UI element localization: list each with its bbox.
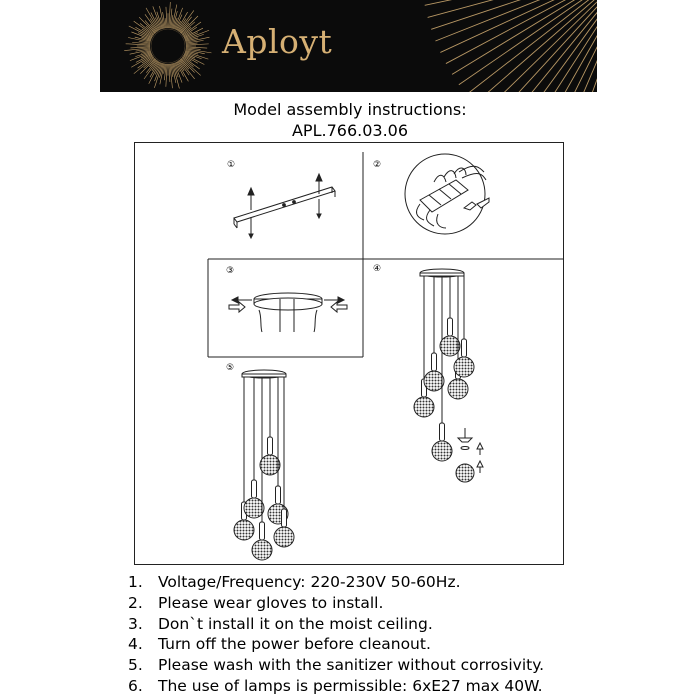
model-number: APL.766.03.06 xyxy=(291,121,409,140)
lamp-holder xyxy=(282,509,287,527)
lamp-holder xyxy=(260,522,265,540)
bulb-install-detail xyxy=(456,428,483,482)
lamp-holder xyxy=(432,353,437,371)
diagram-frame xyxy=(135,143,564,565)
glass-bulb xyxy=(274,527,294,547)
lamp-holder xyxy=(252,480,257,498)
step-number-5: ⑤ xyxy=(226,363,235,373)
lamp-holder xyxy=(462,339,467,357)
instruction-item: 1. Voltage/Frequency: 220-230V 50-60Hz. xyxy=(128,573,461,591)
lamp-holder xyxy=(440,423,445,441)
instruction-item: 3. Don`t install it on the moist ceiling. xyxy=(128,614,433,633)
mounting-bar-illustration xyxy=(234,174,335,238)
page-title: Model assembly instructions: xyxy=(233,100,467,119)
glass-bulb xyxy=(252,540,272,560)
instruction-item: 4. Turn off the power before cleanout. xyxy=(128,635,431,654)
step-number-4: ④ xyxy=(373,264,382,274)
sunburst-icon xyxy=(100,0,597,92)
glass-bulb xyxy=(432,441,452,461)
lamp-illustration-step5 xyxy=(234,370,294,560)
logo-sunburst xyxy=(124,2,211,88)
instruction-list xyxy=(128,572,544,697)
glass-bulb xyxy=(414,397,434,417)
lamp-holder xyxy=(268,437,273,455)
assembly-diagram xyxy=(134,142,564,565)
step-number-2: ② xyxy=(373,160,382,170)
glass-bulb xyxy=(448,379,468,399)
instruction-item: 2. Please wear gloves to install. xyxy=(128,593,384,612)
decorative-rays xyxy=(420,0,597,92)
instruction-item: 6. The use of lamps is permissible: 6xE27 max 40W. xyxy=(128,676,543,695)
step-number-3: ③ xyxy=(226,266,235,276)
glass-bulb xyxy=(424,371,444,391)
canopy-illustration xyxy=(229,293,347,332)
instruction-item: 5. Please wash with the sanitizer without corrosivity. xyxy=(128,656,545,675)
brand-name: Aployt xyxy=(222,22,333,61)
terminal-block-illustration xyxy=(405,154,489,234)
step-number-1: ① xyxy=(227,160,236,170)
lamp-holder xyxy=(448,318,453,336)
glass-bulb xyxy=(454,357,474,377)
glass-bulb xyxy=(244,498,264,518)
glass-bulb xyxy=(234,520,254,540)
glass-bulb xyxy=(440,336,460,356)
lamp-holder xyxy=(276,486,281,504)
brand-banner xyxy=(100,0,597,92)
glass-bulb xyxy=(260,455,280,475)
